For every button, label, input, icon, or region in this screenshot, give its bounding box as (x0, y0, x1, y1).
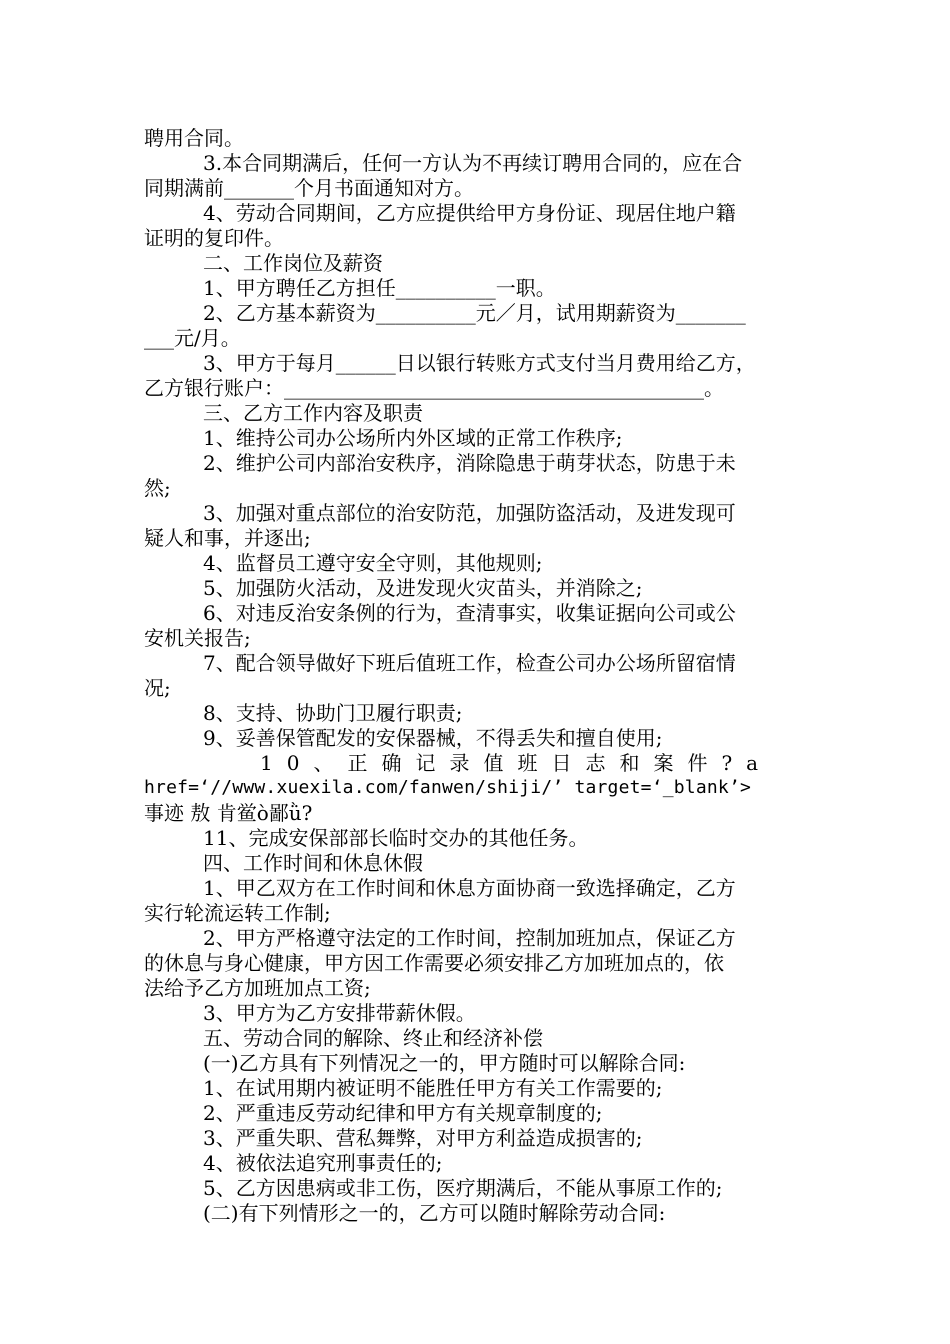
text-line: (一)乙方具有下列情况之一的，甲方随时可以解除合同: (203, 1051, 686, 1075)
text-line: 2、维护公司内部治安秩序，消除隐患于萌芽状态，防患于未 (203, 451, 736, 475)
text-line: ___元/月。 (144, 326, 241, 350)
text-line: 1、甲方聘任乙方担任__________一职。 (203, 276, 556, 300)
text-line: 5、加强防火活动，及进发现火灾苗头，并消除之; (203, 576, 643, 600)
text-line: 8、支持、协助门卫履行职责; (203, 701, 463, 725)
text-line: 7、配合领导做好下班后值班工作，检查公司办公场所留宿情 (203, 651, 736, 675)
text-line: 4、被依法追究刑事责任的; (203, 1151, 443, 1175)
text-line: 9、妥善保管配发的安保器械，不得丢失和擅自使用; (203, 726, 663, 750)
text-line: 安机关报告; (144, 626, 251, 650)
text-line: 1、在试用期内被证明不能胜任甲方有关工作需要的; (203, 1076, 663, 1100)
text-line: 证明的复印件。 (144, 226, 284, 250)
text-line: 1、甲乙双方在工作时间和休息方面协商一致选择确定，乙方 (203, 876, 736, 900)
text-line: 况; (144, 676, 171, 700)
text-line: 3、甲方于每月______日以银行转账方式支付当月费用给乙方， (203, 351, 756, 375)
text-line: (二)有下列情形之一的，乙方可以随时解除劳动合同: (203, 1201, 666, 1225)
text-line: 3.本合同期满后，任何一方认为不再续订聘用合同的，应在合 (203, 151, 743, 175)
text-line: 2、严重违反劳动纪律和甲方有关规章制度的; (203, 1101, 603, 1125)
text-line: 事迹 敖 肯鲎ò鄙ǜ? (144, 801, 313, 825)
text-line: 疑人和事，并逐出; (144, 526, 311, 550)
text-line: 11、完成安保部部长临时交办的其他任务。 (203, 826, 589, 850)
text-line: 3、加强对重点部位的治安防范，加强防盗活动，及进发现可 (203, 501, 736, 525)
text-line: href=‘//www.xuexila.com/fanwen/shiji/’ target=‘_blank’> (144, 777, 752, 798)
text-line: 10、正确记录值班日志和案件?a (260, 751, 773, 775)
text-line: 同期满前_______个月书面通知对方。 (144, 176, 474, 200)
text-line: 4、监督员工遵守安全守则，其他规则; (203, 551, 543, 575)
text-line: 3、严重失职、营私舞弊，对甲方利益造成损害的; (203, 1126, 643, 1150)
section-heading: 三、乙方工作内容及职责 (203, 401, 423, 425)
text-line: 4、劳动合同期间，乙方应提供给甲方身份证、现居住地户籍 (203, 201, 736, 225)
text-line: 3、甲方为乙方安排带薪休假。 (203, 1001, 476, 1025)
section-heading: 五、劳动合同的解除、终止和经济补偿 (203, 1026, 543, 1050)
section-heading: 四、工作时间和休息休假 (203, 851, 423, 875)
text-line: 乙方银行账户：__________________________________________。 (144, 376, 724, 400)
text-line: 然; (144, 476, 171, 500)
section-heading: 二、工作岗位及薪资 (203, 251, 383, 275)
text-line: 2、甲方严格遵守法定的工作时间，控制加班加点，保证乙方 (203, 926, 736, 950)
text-line: 的休息与身心健康，甲方因工作需要必须安排乙方加班加点的，依 (144, 951, 724, 975)
text-line: 6、对违反治安条例的行为，查清事实，收集证据向公司或公 (203, 601, 736, 625)
text-line: 实行轮流运转工作制; (144, 901, 331, 925)
text-line: 聘用合同。 (144, 126, 244, 150)
text-line: 5、乙方因患病或非工伤，医疗期满后，不能从事原工作的; (203, 1176, 723, 1200)
text-line: 2、乙方基本薪资为__________元／月，试用期薪资为_______ (203, 301, 746, 325)
text-line: 法给予乙方加班加点工资; (144, 976, 371, 1000)
text-line: 1、维持公司办公场所内外区域的正常工作秩序; (203, 426, 623, 450)
